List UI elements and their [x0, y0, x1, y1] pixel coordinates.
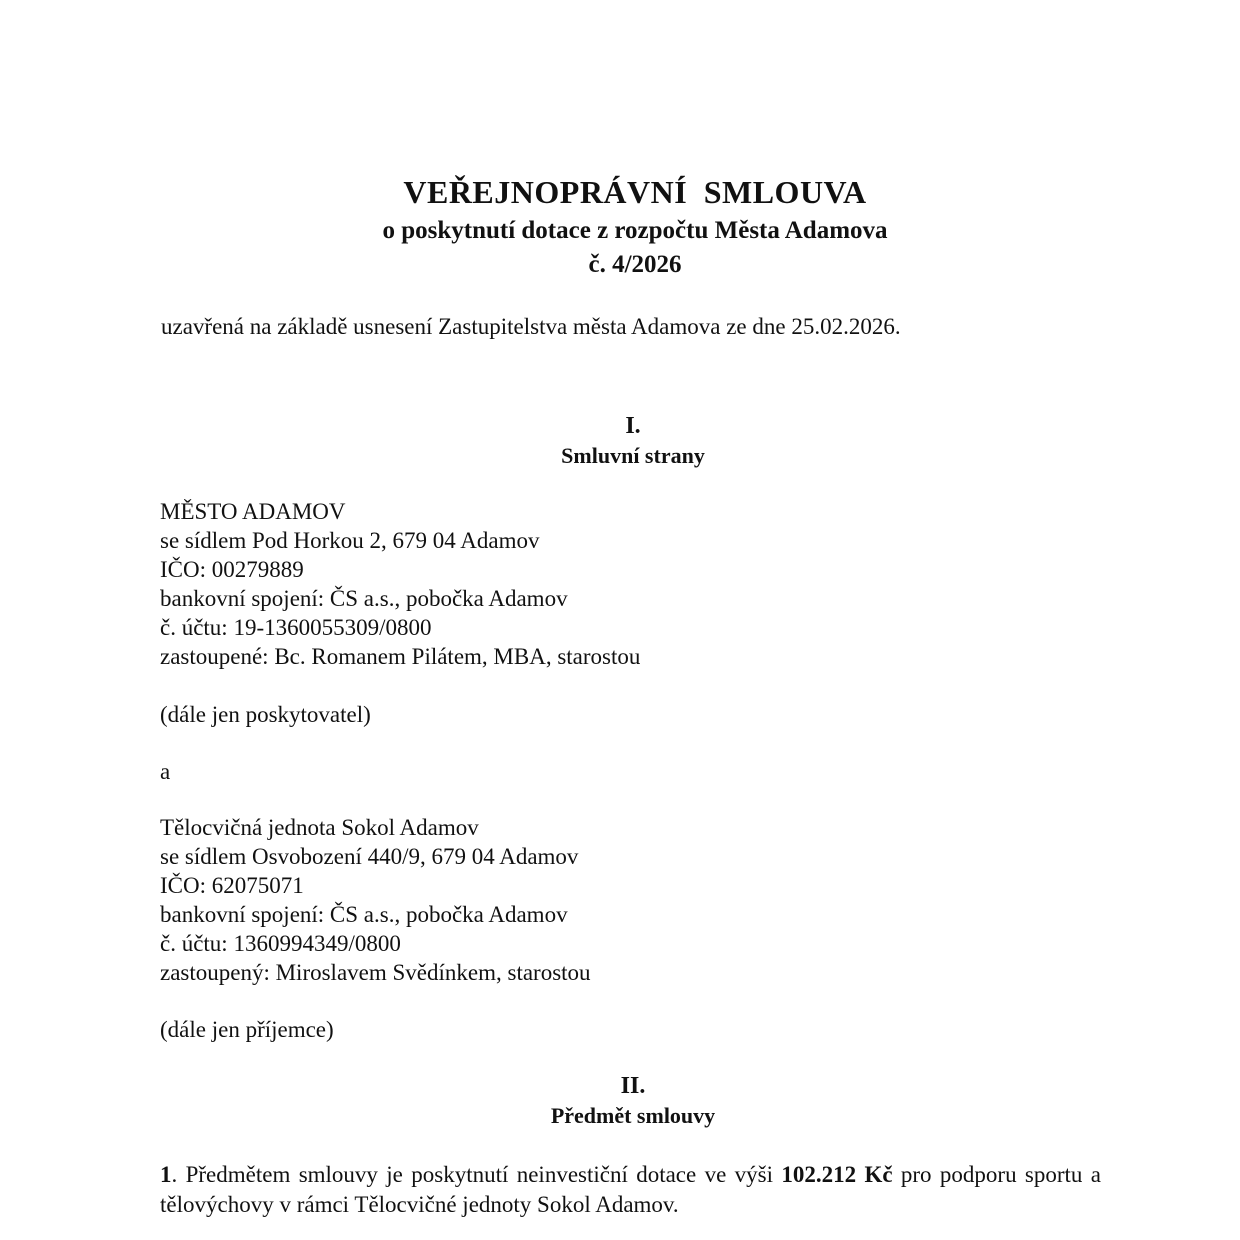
paragraph-1-text-after: pro podporu sportu a tělovýchovy v rámci Tělocvičné jednoty Sokol Adamov.	[160, 1162, 1101, 1217]
subsidy-amount: 102.212 Kč	[781, 1162, 893, 1187]
section-2-heading	[0, 1071, 1240, 1131]
recipient-note: (dále jen příjemce)	[160, 1017, 334, 1042]
paragraph-1-number: 1	[160, 1162, 172, 1187]
document-header	[0, 170, 1240, 282]
conjunction: a	[160, 759, 171, 784]
recipient-account: č. účtu: 1360994349/0800	[160, 931, 401, 956]
provider-ico: IČO: 00279889	[160, 557, 304, 582]
provider-account: č. účtu: 19-1360055309/0800	[160, 615, 432, 640]
provider-note: (dále jen poskytovatel)	[160, 702, 371, 727]
paragraph-1-text-before: . Předmětem smlouvy je poskytnutí neinvestiční dotace ve výši	[171, 1162, 782, 1187]
recipient-bank: bankovní spojení: ČS a.s., pobočka Adamov	[160, 902, 568, 927]
document-subtitle: o poskytnutí dotace z rozpočtu Města Adamova	[382, 217, 888, 244]
section-2-number: II.	[620, 1073, 646, 1099]
recipient-representative: zastoupený: Miroslavem Svědínkem, starostou	[160, 960, 591, 985]
contract-number: č. 4/2026	[588, 251, 682, 278]
section-1-heading	[0, 411, 1240, 471]
section-1-title: Smluvní strany	[561, 443, 705, 468]
provider-address: se sídlem Pod Horkou 2, 679 04 Adamov	[160, 528, 540, 553]
recipient-block	[160, 813, 591, 987]
provider-bank: bankovní spojení: ČS a.s., pobočka Adamov	[160, 586, 568, 611]
document-title: VEŘEJNOPRÁVNÍ SMLOUVA	[403, 174, 867, 210]
section-2-title: Předmět smlouvy	[550, 1103, 716, 1128]
paragraph-1	[160, 1160, 1101, 1220]
provider-block	[160, 497, 640, 671]
recipient-ico: IČO: 62075071	[160, 873, 304, 898]
provider-representative: zastoupené: Bc. Romanem Pilátem, MBA, starostou	[160, 644, 641, 669]
section-1-number: I.	[625, 413, 641, 439]
provider-name: MĚSTO ADAMOV	[160, 499, 346, 524]
recipient-name: Tělocvičná jednota Sokol Adamov	[160, 815, 479, 840]
intro-text: uzavřená na základě usnesení Zastupitelstva města Adamova ze dne 25.02.2026.	[161, 314, 901, 339]
recipient-address: se sídlem Osvobození 440/9, 679 04 Adamov	[160, 844, 579, 869]
